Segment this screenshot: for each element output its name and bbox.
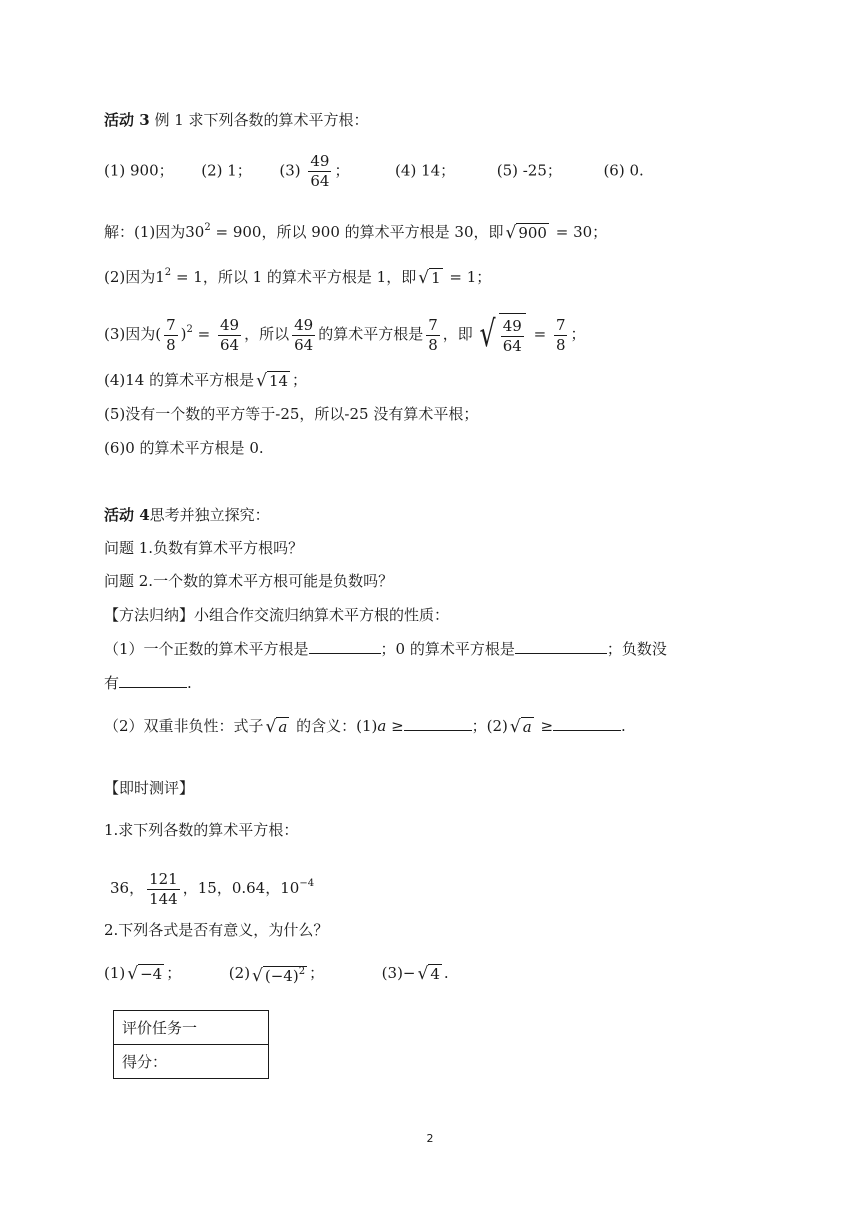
page-number: 2 [426,1132,434,1145]
solution-4: (4)14 的算术平方根是 √ 14 ； [104,371,308,391]
sqrt-a-2: √ a [509,717,532,737]
sqrt-14: √ 14 [256,371,289,391]
fraction-49-64: $\frac{49}{64}$ [310,152,330,190]
item-4: (4) 14； [395,161,456,180]
question-2: 问题 2.一个数的算术平方根可能是负数吗？ [104,572,394,590]
item-2: (2) 1； [201,161,252,180]
evaluation-table [113,1010,269,1079]
eval-score-cell[interactable]: 得分： [114,1045,269,1079]
quiz-expressions: (1) √ −4 ； (2) √ $(-4)^2$ ； (3)− √ 4 . [104,964,449,986]
sqrt-a: √ a [265,717,288,737]
quiz-numbers: 36， $\frac{121}{144}$ ，15，0.64，$10^{-4}$ [110,869,315,908]
activity4-heading [104,505,270,525]
blank-4[interactable] [404,716,472,731]
solution-3: (3)因为( $\frac{7}{8}$ )$^2$ = $\frac{49}{64}$ ，所以 $\frac{49}{64}$ 的算术平方根是 $\frac{7}{8}$ ，即 √ $\frac{49}{64}$ = $\frac{7}{8}$ ； [104,308,586,358]
activity4-text: 思考并独立探究： [149,506,270,524]
item-3-label: (3) [279,161,301,180]
sqrt-4: √ 4 [417,964,440,984]
solution-2: (2)因为$1^2 = 1$，所以 1 的算术平方根是 1，即 √ 1 = 1； [104,267,492,288]
sqrt-neg4: √ −4 [127,964,163,984]
blank-2[interactable] [515,639,607,654]
item-5: (5) -25； [496,161,562,180]
example-items: (1) 900； (2) 1； (3) $\frac{49}{64}$ ； (4) 14； (5) -25； (6) 0. [104,152,644,190]
quiz-question-1: 1.求下列各数的算术平方根： [104,821,299,839]
property-2: （2）双重非负性：式子 √ a 的含义：(1)a ≥ ；(2) √ a ≥ . [104,717,626,737]
property-1-cont: 有 . [104,674,192,692]
blank-3[interactable] [119,673,187,688]
item-6: (6) 0. [603,161,644,180]
quiz-question-2: 2.下列各式是否有意义，为什么？ [104,921,329,939]
activity3-text: 例 1 求下列各数的算术平方根： [149,111,369,129]
property-1: （1）一个正数的算术平方根是 ；0 的算术平方根是 ；负数没 [104,640,667,658]
item-1: (1) 900； [104,161,174,180]
eval-task-cell: 评价任务一 [114,1011,269,1045]
sqrt-900: √ 900 [505,223,547,243]
sqrt-1: √ 1 [418,268,441,288]
fraction-7-8: $\frac{7}{8}$ [166,315,176,354]
activity3-title: 活动 3 [104,111,150,129]
method-summary: 【方法归纳】小组合作交流归纳算术平方根的性质： [104,606,450,624]
question-1: 问题 1.负数有算术平方根吗？ [104,539,304,557]
solution-1: 解：(1)因为$30^2 = 900$，所以 900 的算术平方根是 30，即 √ 900 = 30； [104,222,608,243]
blank-5[interactable] [553,716,621,731]
fraction-121-144: $\frac{121}{144}$ [149,869,178,908]
blank-1[interactable] [309,639,381,654]
sqrt-49-64: √ $\frac{49}{64}$ [476,313,526,358]
solution-6: (6)0 的算术平方根是 0. [104,439,264,457]
activity4-title: 活动 4 [104,506,150,524]
quiz-title: 【即时测评】 [104,779,195,797]
solution-5: (5)没有一个数的平方等于-25，所以-25 没有算术平根； [104,405,479,423]
activity3-heading [104,110,369,130]
sqrt-neg4-squared: √ $(-4)^2$ [252,966,306,986]
